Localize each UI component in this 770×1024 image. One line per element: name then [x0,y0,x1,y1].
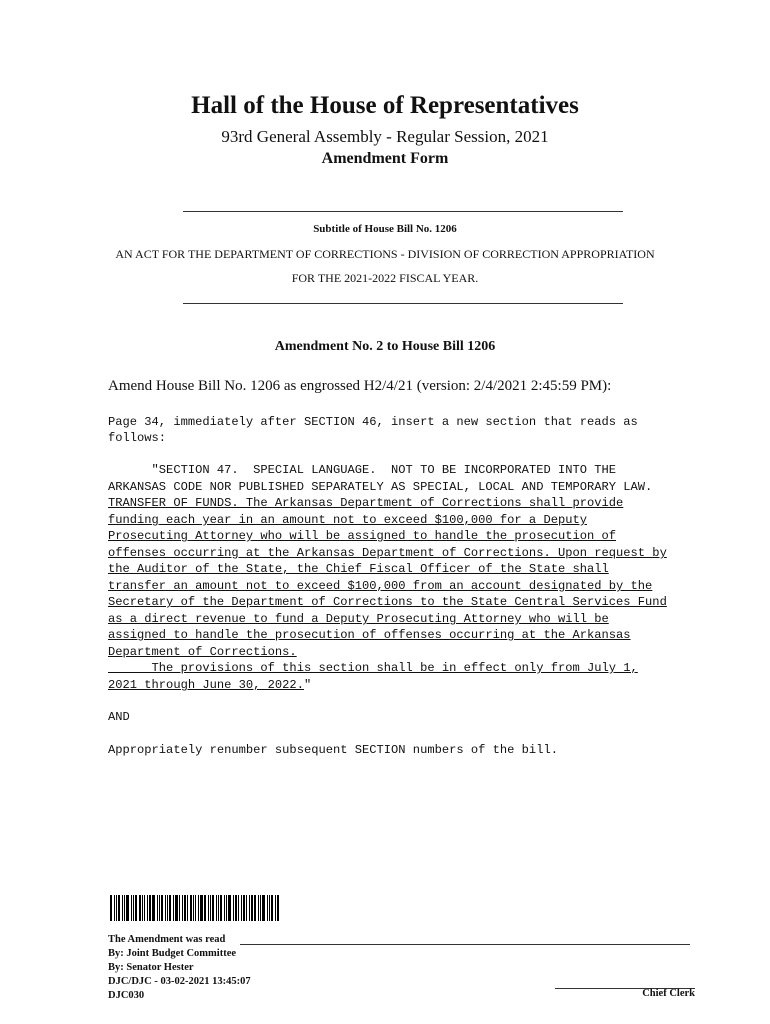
page-reference-line-2: follows: [108,431,167,445]
section-heading-line-1: "SECTION 47. SPECIAL LANGUAGE. NOT TO BE INCORPORATED INTO THE [108,463,617,477]
amendment-intro: Amend House Bill No. 1206 as engrossed H2/4/21 (version: 2/4/2021 2:45:59 PM): [108,378,612,394]
inserted-text-line: offenses occurring at the Arkansas Department of Corrections. Upon request by [108,546,667,560]
subtitle-label: Subtitle of House Bill No. 1206 [313,223,457,235]
by-senator: By: Senator Hester [108,962,194,973]
inserted-text-line: Prosecuting Attorney who will be assigned to handle the prosecution of [108,529,617,543]
amendment-read-label: The Amendment was read [108,934,226,945]
and-conjunction: AND [108,710,130,724]
inserted-text-line: assigned to handle the prosecution of offenses occurring at the Arkansas [108,628,631,642]
amendment-heading: Amendment No. 2 to House Bill 1206 [274,339,496,354]
inserted-text-line: The provisions of this section shall be in effect only from July 1, [108,661,638,675]
inserted-text-line: Secretary of the Department of Corrections to the State Central Services Fund [108,595,667,609]
subtitle-line-2: FOR THE 2021-2022 FISCAL YEAR. [291,271,479,285]
by-committee: By: Joint Budget Committee [108,948,237,959]
inserted-text-line: funding each year in an amount not to exceed $100,000 for a Deputy [108,513,587,527]
inserted-text-line: TRANSFER OF FUNDS. The Arkansas Department of Corrections shall provide [108,496,624,510]
inserted-text-line: as a direct revenue to fund a Deputy Prosecuting Attorney who will be [108,612,609,626]
amendment-read-signature-line [240,944,690,945]
barcode-image [110,895,280,921]
subtitle-line-1: AN ACT FOR THE DEPARTMENT OF CORRECTIONS - DIVISION OF CORRECTION APPROPRIATION [115,247,655,261]
document-code: DJC030 [108,990,145,1001]
renumber-instruction: Appropriately renumber subsequent SECTION numbers of the bill. [108,743,558,757]
inserted-text-last-line [108,677,311,693]
chamber-title: Hall of the House of Representatives [191,92,579,119]
closing-quote: " [303,678,312,692]
inserted-text-line: transfer an amount not to exceed $100,000 from an account designated by the [108,579,653,593]
form-title: Amendment Form [321,150,449,167]
inserted-text-line: 2021 through June 30, 2022. [108,678,304,692]
drafting-stamp: DJC/DJC - 03-02-2021 13:45:07 [108,976,251,987]
session-subtitle: 93rd General Assembly - Regular Session, 2021 [221,127,549,146]
inserted-text-line: the Auditor of the State, the Chief Fiscal Officer of the State shall [108,562,609,576]
divider-bottom [183,303,623,304]
page-reference-line-1: Page 34, immediately after SECTION 46, insert a new section that reads as [108,415,638,429]
section-heading-line-2: ARKANSAS CODE NOR PUBLISHED SEPARATELY AS SPECIAL, LOCAL AND TEMPORARY LAW. [108,480,653,494]
chief-clerk-label: Chief Clerk [642,988,695,999]
inserted-text-line: Department of Corrections. [108,645,297,659]
divider-top [183,211,623,212]
